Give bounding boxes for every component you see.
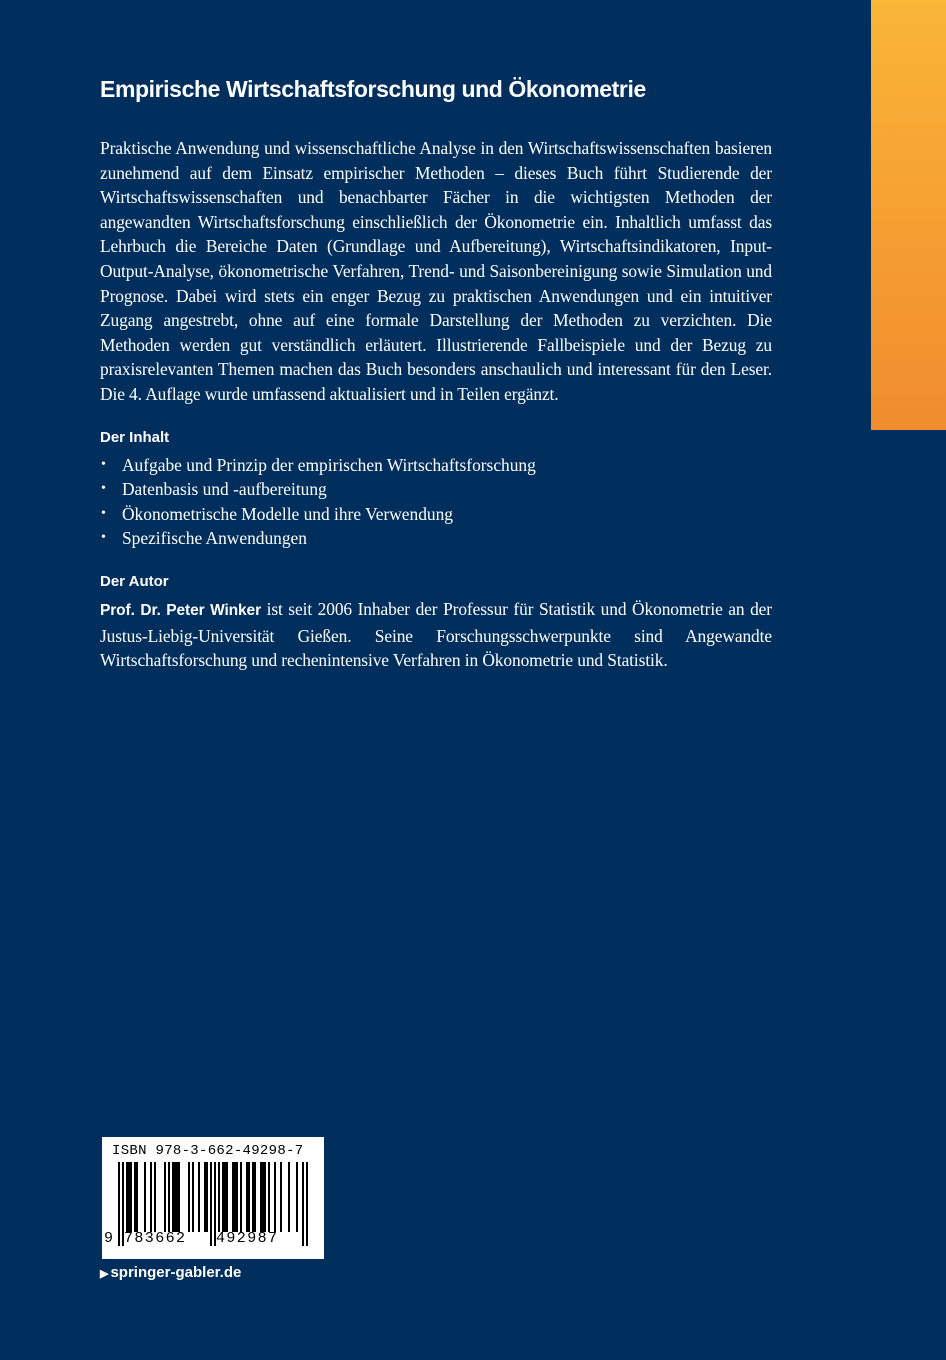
- book-description: Praktische Anwendung und wissenschaftliche Analyse in den Wirtschaftswissenschaften basieren zunehmend auf dem Einsatz empirischer Methoden – dieses Buch führt Studierende der Wirtschaftswissenschaften und benachbarter Fächer in die wichtigsten Methoden der angewandten Wirtschaftsforschung einschließlich der Ökonometrie ein. Inhaltlich umfasst das Lehrbuch die Bereiche Daten (Grundlage und Aufbereitung), Wirtschaftsindikatoren, Input-Output-Analyse, ökonometrische Verfahren, Trend- und Saisonbereinigung sowie Simulation und Prognose. Dabei wird stets ein enger Bezug zu praktischen Anwendungen und ein intuitiver Zugang angestrebt, ohne auf eine formale Darstellung der Methoden zu verzichten. Die Methoden werden gut verständlich erläutert. Illustrierende Fallbeispiele und der Bezug zu praxisrelevanten Themen machen das Buch besonders anschaulich und interessant für den Leser. Die 4. Auflage wurde umfassend aktualisiert und in Teilen ergänzt.: [100, 138, 772, 404]
- barcode-bar: [204, 1162, 206, 1232]
- author-heading: Der Autor: [100, 572, 169, 590]
- barcode-bar: [246, 1162, 248, 1232]
- barcode-bar: [130, 1162, 132, 1232]
- barcode-bar: [240, 1162, 242, 1232]
- barcode-bar: [254, 1162, 256, 1232]
- barcode-bar: [198, 1162, 200, 1232]
- website-link-text[interactable]: springer-gabler.de: [110, 1264, 242, 1281]
- isbn-label: ISBN 978-3-662-49298-7: [112, 1143, 304, 1159]
- barcode-bar: [172, 1162, 174, 1232]
- barcode-bar: [268, 1162, 270, 1232]
- barcode-bar: [136, 1162, 138, 1232]
- barcode-digit-group-left: 783662: [124, 1230, 187, 1247]
- barcode-bar: [134, 1162, 136, 1232]
- barcode-bar: [210, 1162, 212, 1246]
- barcode-bar: [176, 1162, 178, 1232]
- barcode-bar: [252, 1162, 254, 1232]
- barcode-bar: [192, 1162, 194, 1232]
- list-item: • Datenbasis und -aufbereitung: [100, 477, 772, 502]
- barcode-bar: [296, 1162, 298, 1232]
- barcode-bar: [224, 1162, 226, 1232]
- barcode-bar: [306, 1162, 308, 1246]
- barcode-bar: [222, 1162, 224, 1232]
- isbn-barcode: [102, 1137, 324, 1259]
- barcode-bar: [264, 1162, 266, 1232]
- list-item: • Spezifische Anwendungen: [100, 526, 772, 551]
- author-bio: ist seit 2006 Inhaber der Professur für Statistik und Ökonometrie an der Justus-Liebig-Universität Gießen. Seine Forschungsschwerpunkte sind Angewandte Wirtschaftsforschung und rechenintensive Verfahren in Ökonometrie und Statistik.: [100, 598, 772, 671]
- list-item: • Aufgabe und Prinzip der empirischen Wirtschaftsforschung: [100, 453, 772, 478]
- barcode-bar: [234, 1162, 236, 1232]
- barcode-bar: [128, 1162, 130, 1232]
- barcode-bar: [280, 1162, 282, 1232]
- barcode-bar: [262, 1162, 264, 1232]
- barcode-bar: [188, 1162, 190, 1232]
- barcode-bar: [274, 1162, 276, 1232]
- barcode-bar: [260, 1162, 262, 1232]
- author-name: Prof. Dr. Peter Winker: [100, 601, 262, 619]
- arrow-right-icon: ▶: [100, 1268, 109, 1280]
- barcode-bar: [302, 1162, 304, 1246]
- contents-heading: Der Inhalt: [100, 428, 170, 446]
- barcode-bar: [144, 1162, 146, 1232]
- barcode-bar: [218, 1162, 220, 1232]
- barcode-bar: [150, 1162, 152, 1232]
- barcode-bar: [118, 1162, 120, 1246]
- accent-bar: [871, 0, 946, 430]
- contents-list: [100, 453, 772, 551]
- barcode-bar: [232, 1162, 234, 1232]
- barcode-bar: [288, 1162, 290, 1232]
- back-cover-content: [100, 72, 772, 673]
- author-bio-paragraph: [100, 597, 772, 673]
- book-title: Empirische Wirtschaftsforschung und Ökonometrie: [100, 76, 646, 102]
- barcode-digit-lead: 9: [104, 1230, 115, 1247]
- barcode-bar: [236, 1162, 238, 1232]
- list-item: • Ökonometrische Modelle und ihre Verwendung: [100, 502, 772, 527]
- barcode-bar: [226, 1162, 228, 1232]
- barcode-bar: [174, 1162, 176, 1232]
- barcode-bar: [126, 1162, 128, 1232]
- barcode-bar: [168, 1162, 170, 1232]
- barcode-bar: [248, 1162, 250, 1232]
- barcode-bar: [154, 1162, 156, 1232]
- barcode-digit-group-right: 492987: [216, 1230, 279, 1247]
- barcode-bar: [206, 1162, 208, 1232]
- publisher-website[interactable]: [100, 1263, 241, 1284]
- barcode-bar: [178, 1162, 180, 1232]
- barcode-bar: [164, 1162, 166, 1232]
